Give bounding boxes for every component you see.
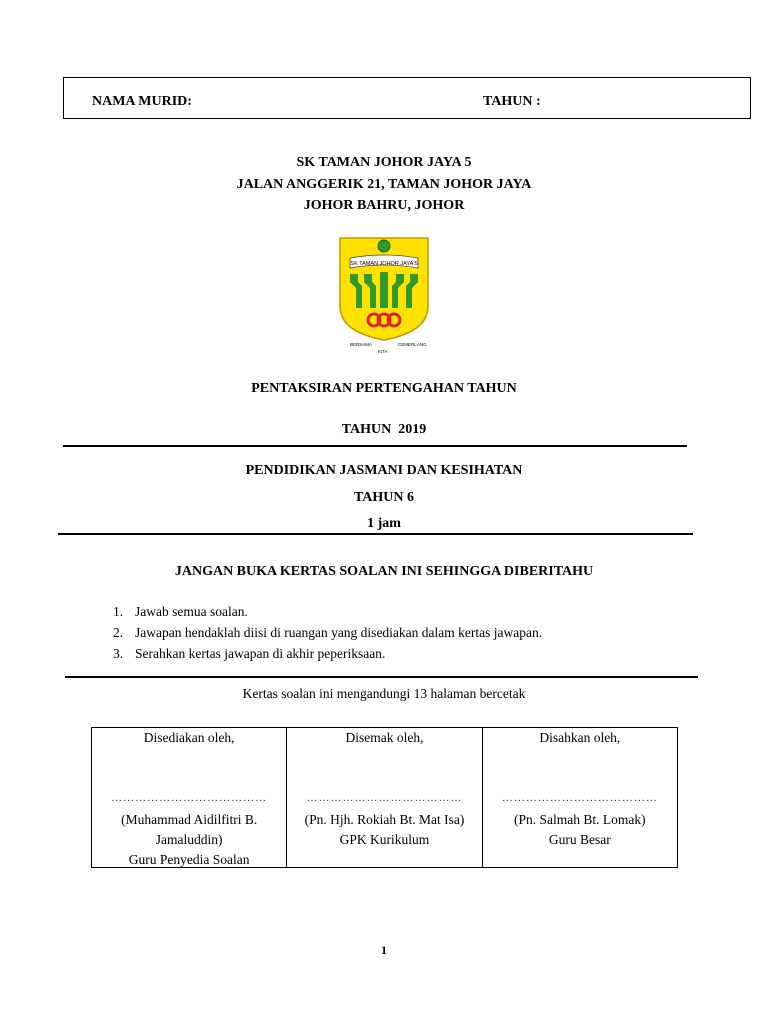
signature-heading: Disediakan oleh,	[143, 730, 235, 745]
signatory-role: Guru Besar	[548, 832, 611, 847]
subject-title: PENDIDIKAN JASMANI DAN KESIHATAN	[245, 463, 523, 478]
logo-motto-right: CEMERLANG	[398, 342, 427, 347]
student-info-box	[63, 77, 751, 119]
signature-heading: Disahkan oleh,	[539, 730, 621, 745]
signatory-name: (Pn. Salmah Bt. Lomak)	[514, 812, 646, 827]
school-address-line1: JALAN ANGGERIK 21, TAMAN JOHOR JAYA	[236, 177, 532, 192]
instruction-text: Serahkan kertas jawapan di akhir peperiksaan.	[135, 646, 386, 661]
signature-table	[91, 727, 678, 868]
page-number: 1	[381, 943, 387, 957]
signature-cell-reviewed	[287, 728, 482, 868]
logo-motto-mid: KITA	[378, 349, 388, 354]
school-crest-logo	[336, 234, 432, 356]
instruction-text: Jawab semua soalan.	[135, 604, 248, 619]
instruction-number: 3.	[113, 646, 124, 661]
school-name: SK TAMAN JOHOR JAYA 5	[296, 155, 472, 170]
instruction-number: 1.	[113, 604, 124, 619]
divider-3	[65, 676, 698, 678]
signatory-role: Guru Penyedia Soalan	[128, 852, 250, 867]
logo-school-text: SK TAMAN JOHOR JAYA 5	[350, 261, 418, 267]
instruction-number: 2.	[113, 625, 124, 640]
year-label: TAHUN :	[483, 94, 541, 109]
school-address-line2: JOHOR BAHRU, JOHOR	[303, 198, 465, 213]
exam-title: PENTAKSIRAN PERTENGAHAN TAHUN	[251, 381, 517, 396]
signature-line: …………………………………	[501, 792, 658, 804]
instruction-text: Jawapan hendaklah diisi di ruangan yang disediakan dalam kertas jawapan.	[135, 625, 543, 640]
signatory-name: (Muhammad Aidilfitri B. Jamaluddin)	[121, 812, 258, 847]
signature-cell-prepared	[92, 728, 287, 868]
instruction-item	[113, 646, 385, 662]
student-name-label: NAMA MURID:	[92, 94, 192, 109]
divider-2	[58, 533, 693, 535]
divider-1	[63, 445, 687, 447]
signature-line: …………………………………	[111, 792, 268, 804]
exam-year: TAHUN 2019	[341, 422, 427, 437]
signatory-name: (Pn. Hjh. Rokiah Bt. Mat Isa)	[304, 812, 465, 827]
signature-cell-approved	[482, 728, 677, 868]
signature-heading: Disemak oleh,	[345, 730, 424, 745]
instruction-item	[113, 604, 248, 620]
instruction-item	[113, 625, 542, 641]
duration-label: 1 jam	[367, 516, 401, 531]
warning-text: JANGAN BUKA KERTAS SOALAN INI SEHINGGA DIBERITAHU	[174, 564, 594, 579]
logo-motto-left: BERSAMA	[350, 342, 373, 347]
signature-line: …………………………………	[306, 792, 463, 804]
page-count-note: Kertas soalan ini mengandungi 13 halaman bercetak	[242, 686, 526, 701]
signatory-role: GPK Kurikulum	[339, 832, 430, 847]
grade-label: TAHUN 6	[353, 490, 415, 505]
